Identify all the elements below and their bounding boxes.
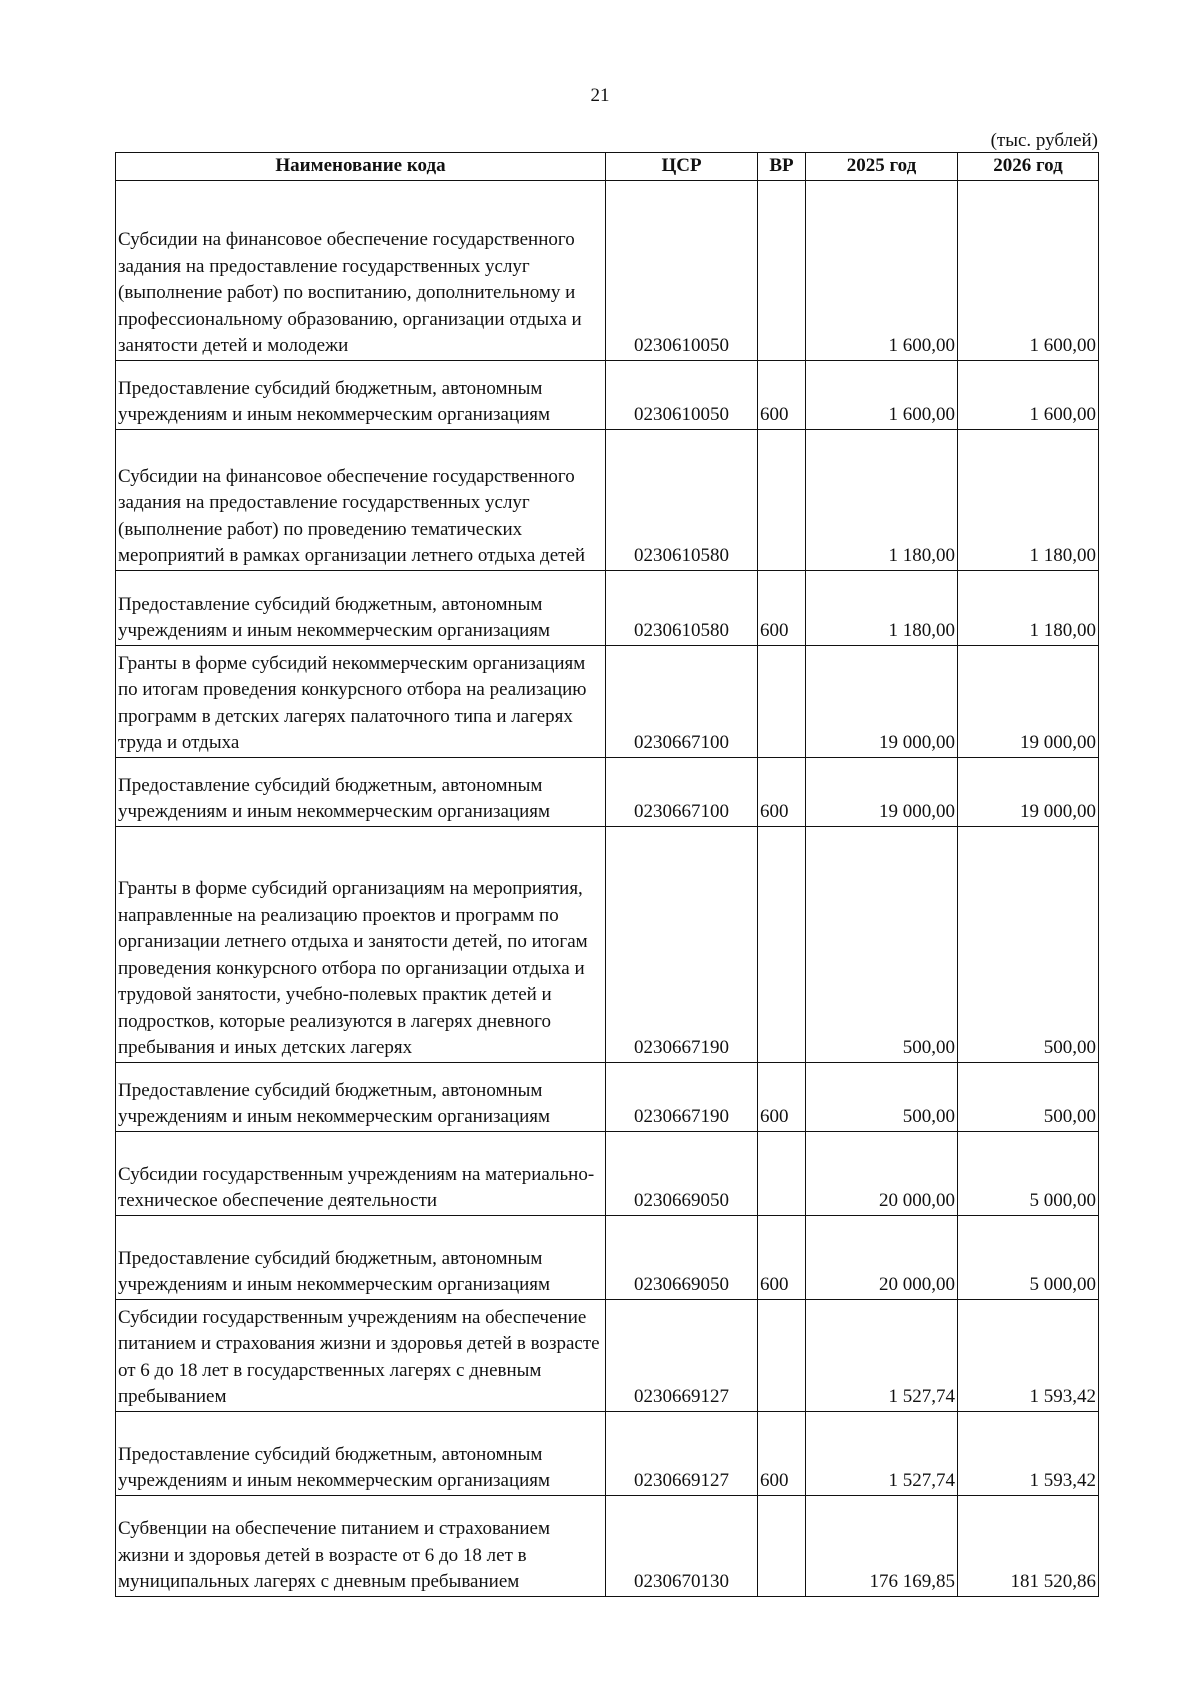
row-2026: 500,00	[958, 826, 1099, 1062]
row-vr: 600	[758, 1062, 806, 1131]
table-row	[116, 360, 1099, 429]
row-2026: 1 600,00	[958, 180, 1099, 360]
table-row	[116, 1062, 1099, 1131]
row-vr: 600	[758, 360, 806, 429]
row-csr: 0230667190	[606, 1062, 758, 1131]
row-csr: 0230669050	[606, 1131, 758, 1215]
row-2026: 1 593,42	[958, 1411, 1099, 1495]
row-vr: 600	[758, 570, 806, 645]
row-csr: 0230610050	[606, 360, 758, 429]
row-vr	[758, 826, 806, 1062]
table-row	[116, 1215, 1099, 1299]
row-csr: 0230670130	[606, 1495, 758, 1596]
row-name: Субсидии на финансовое обеспечение государственного задания на предоставление государственных услуг (выполнение работ) по проведению тематических мероприятий в рамках организации летнего отдыха детей	[116, 429, 606, 570]
row-name: Предоставление субсидий бюджетным, автономным учреждениям и иным некоммерческим организациям	[116, 1411, 606, 1495]
header-2025: 2025 год	[806, 153, 958, 181]
row-name: Предоставление субсидий бюджетным, автономным учреждениям и иным некоммерческим организациям	[116, 757, 606, 826]
row-vr	[758, 180, 806, 360]
row-name: Предоставление субсидий бюджетным, автономным учреждениям и иным некоммерческим организациям	[116, 1215, 606, 1299]
row-name: Субсидии государственным учреждениям на обеспечение питанием и страхования жизни и здоровья детей в возрасте от 6 до 18 лет в государственных лагерях с дневным пребыванием	[116, 1299, 606, 1411]
row-2025: 20 000,00	[806, 1215, 958, 1299]
row-csr: 0230669127	[606, 1411, 758, 1495]
row-2026: 1 600,00	[958, 360, 1099, 429]
row-2026: 181 520,86	[958, 1495, 1099, 1596]
row-2025: 1 180,00	[806, 429, 958, 570]
row-csr: 0230610050	[606, 180, 758, 360]
row-2025: 1 600,00	[806, 360, 958, 429]
table-row	[116, 429, 1099, 570]
table-row	[116, 180, 1099, 360]
row-name: Субсидии на финансовое обеспечение государственного задания на предоставление государственных услуг (выполнение работ) по воспитанию, дополнительному и профессиональному образованию, организации отдыха и занятости детей и молодежи	[116, 180, 606, 360]
row-2025: 19 000,00	[806, 645, 958, 757]
row-2026: 1 593,42	[958, 1299, 1099, 1411]
row-2025: 1 527,74	[806, 1299, 958, 1411]
row-name: Предоставление субсидий бюджетным, автономным учреждениям и иным некоммерческим организациям	[116, 1062, 606, 1131]
row-2025: 1 180,00	[806, 570, 958, 645]
header-2026: 2026 год	[958, 153, 1099, 181]
row-vr: 600	[758, 1411, 806, 1495]
row-2025: 176 169,85	[806, 1495, 958, 1596]
row-vr: 600	[758, 757, 806, 826]
row-2026: 5 000,00	[958, 1131, 1099, 1215]
row-vr	[758, 645, 806, 757]
row-2025: 1 527,74	[806, 1411, 958, 1495]
table-row	[116, 826, 1099, 1062]
row-vr: 600	[758, 1215, 806, 1299]
row-2025: 500,00	[806, 826, 958, 1062]
row-name: Субвенции на обеспечение питанием и страхованием жизни и здоровья детей в возрасте от 6 до 18 лет в муниципальных лагерях с дневным пребыванием	[116, 1495, 606, 1596]
row-2026: 19 000,00	[958, 757, 1099, 826]
row-vr	[758, 1299, 806, 1411]
row-2026: 500,00	[958, 1062, 1099, 1131]
row-2025: 20 000,00	[806, 1131, 958, 1215]
row-vr	[758, 1495, 806, 1596]
row-vr	[758, 429, 806, 570]
table-row	[116, 757, 1099, 826]
row-vr	[758, 1131, 806, 1215]
header-name: Наименование кода	[116, 153, 606, 181]
row-name: Предоставление субсидий бюджетным, автономным учреждениям и иным некоммерческим организациям	[116, 570, 606, 645]
row-csr: 0230610580	[606, 429, 758, 570]
header-row	[116, 153, 1099, 181]
row-2026: 1 180,00	[958, 429, 1099, 570]
row-csr: 0230669127	[606, 1299, 758, 1411]
row-name: Гранты в форме субсидий некоммерческим организациям по итогам проведения конкурсного отбора на реализацию программ в детских лагерях палаточного типа и лагерях труда и отдыха	[116, 645, 606, 757]
table-row	[116, 645, 1099, 757]
row-csr: 0230610580	[606, 570, 758, 645]
budget-table	[115, 152, 1099, 1597]
row-2026: 1 180,00	[958, 570, 1099, 645]
row-2025: 1 600,00	[806, 180, 958, 360]
row-name: Предоставление субсидий бюджетным, автономным учреждениям и иным некоммерческим организациям	[116, 360, 606, 429]
table-row	[116, 1495, 1099, 1596]
table-row	[116, 1299, 1099, 1411]
row-csr: 0230669050	[606, 1215, 758, 1299]
row-2025: 500,00	[806, 1062, 958, 1131]
table-row	[116, 570, 1099, 645]
row-csr: 0230667100	[606, 645, 758, 757]
row-name: Субсидии государственным учреждениям на материально-техническое обеспечение деятельности	[116, 1131, 606, 1215]
header-vr: ВР	[758, 153, 806, 181]
table-row	[116, 1131, 1099, 1215]
row-2025: 19 000,00	[806, 757, 958, 826]
row-2026: 5 000,00	[958, 1215, 1099, 1299]
row-csr: 0230667190	[606, 826, 758, 1062]
table-row	[116, 1411, 1099, 1495]
page-number: 21	[590, 85, 610, 106]
units-note: (тыс. рублей)	[990, 130, 1098, 151]
row-2026: 19 000,00	[958, 645, 1099, 757]
row-name: Гранты в форме субсидий организациям на мероприятия, направленные на реализацию проектов и программ по организации летнего отдыха и занятости детей, по итогам проведения конкурсного отбора по организации отдыха и трудовой занятости, учебно-полевых практик детей и подростков, которые реализуются в лагерях дневного пребывания и иных детских лагерях	[116, 826, 606, 1062]
header-csr: ЦСР	[606, 153, 758, 181]
row-csr: 0230667100	[606, 757, 758, 826]
